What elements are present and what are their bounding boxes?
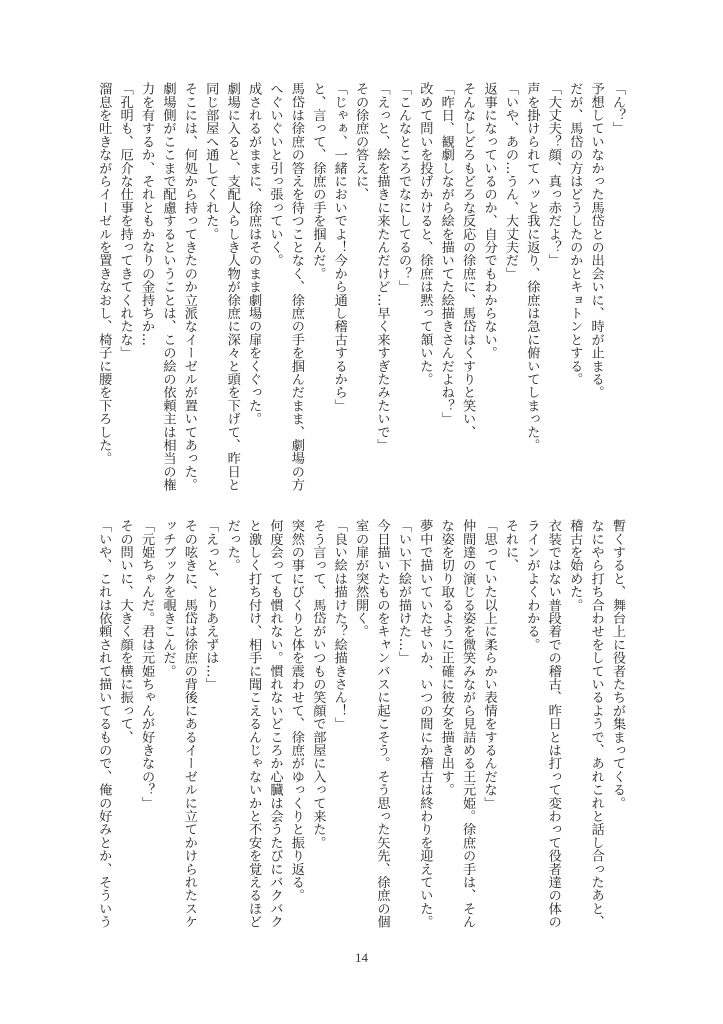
text-line: 成されるがままに、徐庶はそのまま劇場の扉をくぐった。 <box>246 82 262 426</box>
text-line: 「いや、あの…うん、大丈夫だ」 <box>502 82 518 280</box>
text-line: 溜息を吐きながらイーゼルを置きなおし、椅子に腰を下ろした。 <box>96 82 112 465</box>
text-line: 稽古を始めた。 <box>567 519 583 612</box>
text-block-top <box>93 82 628 497</box>
text-line: と激しく打ち付け、相手に聞こえるんじゃないかと不安を覚えるほど <box>246 519 262 929</box>
text-line: そんなしどろもどろな反応の徐庶に、馬岱はくすりと笑い、 <box>460 82 476 439</box>
text-line: その徐庶の答えに、 <box>353 82 369 201</box>
text-line: 「元姫ちゃんだ。君は元姫ちゃんが好きなの？」 <box>139 519 155 810</box>
text-line: 衣装ではない普段着での稽古、昨日とは打って変わって役者達の体の <box>545 519 561 929</box>
page-number: 14 <box>355 950 368 965</box>
text-line: それに、 <box>502 519 518 572</box>
text-line: 返事になっているのか、自分でもわからない。 <box>481 82 497 360</box>
text-line: 室の扉が突然開く。 <box>353 519 369 638</box>
text-line: 「えっと、とりあえずは…」 <box>203 519 219 691</box>
text-line: な姿を切り取るように正確に彼女を描き出す。 <box>438 519 454 797</box>
text-line: そう言って、馬岱がいつもの笑顔で部屋に入って来た。 <box>310 519 326 849</box>
text-line: ッチブックを覗きこんだ。 <box>160 519 176 678</box>
text-line: 予想していなかった馬岱との出会いに、時が止まる。 <box>588 82 604 399</box>
text-line: 声を掛けられてハッと我に返り、徐庶は急に俯いてしまった。 <box>524 82 540 452</box>
text-line: ラインがよくわかる。 <box>524 519 540 651</box>
text-line: だが、馬岱の方はどうしたのかとキョトンとする。 <box>567 82 583 386</box>
text-line: 何度会っても慣れない。慣れないどころか心臓は会うたびにバクバク <box>267 519 283 929</box>
text-line: 「えっと、絵を描きに来たんだけど…早く来すぎたみたいで」 <box>374 82 390 452</box>
text-block-bottom <box>93 519 628 934</box>
text-line: 「ん？」 <box>610 82 625 135</box>
text-line: 「いや、これは依頼されて描いてるもので、俺の好みとか、そういう <box>96 519 112 929</box>
text-line: 「こんなところでなにしてるの？」 <box>395 82 411 294</box>
text-line: へぐいぐいと引っ張っていく。 <box>267 82 283 267</box>
text-line: 夢中で描いていたせいか、いつの間にか稽古は終わりを迎えていた。 <box>417 519 433 929</box>
text-line: 劇場側がここまで配慮するということは、この絵の依頼主は相当の権 <box>160 82 176 492</box>
text-line: 「大丈夫？顔、真っ赤だよ？」 <box>545 82 561 267</box>
text-line: その呟きに、馬岱は徐庶の背後にあるイーゼルに立てかけられたスケ <box>181 519 197 929</box>
text-line: 今日描いたものをキャンバスに起こそう。そう思った矢先、徐庶の個 <box>374 519 390 929</box>
text-line: 劇場に入ると、支配人らしき人物が徐庶に深々と頭を下げて、昨日と <box>224 82 240 492</box>
text-line: だった。 <box>224 519 240 572</box>
text-line: 「昨日、観劇しながら絵を描いてた絵描きさんだよね？」 <box>438 82 454 426</box>
text-line: 仲間達の演じる姿を微笑みながら見詰める王元姫。徐庶の手は、そん <box>460 519 476 929</box>
text-line: 改めて問いを投げかけると、徐庶は黙って頷いた。 <box>417 82 433 386</box>
text-line: 「思っていた以上に柔らかい表情をするんだな」 <box>481 519 497 810</box>
text-line: 突然の事にびくりと体を震わせて、徐庶がゆっくりと振り返る。 <box>288 519 304 902</box>
text-line: そこには、何処から持ってきたのか立派なイーゼルが置いてあった。 <box>181 82 197 492</box>
text-line: 同じ部屋へ通してくれた。 <box>203 82 219 241</box>
text-line: 力を有するか、それともかなりの金持ちか… <box>139 82 155 346</box>
text-line: なにやら打ち合わせをしているようで、あれこれと話し合ったあと、 <box>588 519 604 929</box>
text-line: 「孔明も、厄介な仕事を持ってきてくれたな」 <box>117 82 133 360</box>
text-line: 「いい下絵が描けた…」 <box>395 519 411 665</box>
text-line: 暫くすると、舞台上に役者たちが集まってくる。 <box>610 519 625 810</box>
text-line: 馬岱は徐庶の答えを待つことなく、徐庶の手を掴んだまま、劇場の方 <box>288 82 304 492</box>
text-line: その問いに、大きく顔を横に振って、 <box>117 519 133 744</box>
text-line: と、言って、徐庶の手を掴んだ。 <box>310 82 326 280</box>
text-line: 「じゃぁ、一緒においでよ！今から通し稽古するから」 <box>331 82 347 412</box>
text-line: 「良い絵は描けた？絵描きさん！」 <box>331 519 347 731</box>
